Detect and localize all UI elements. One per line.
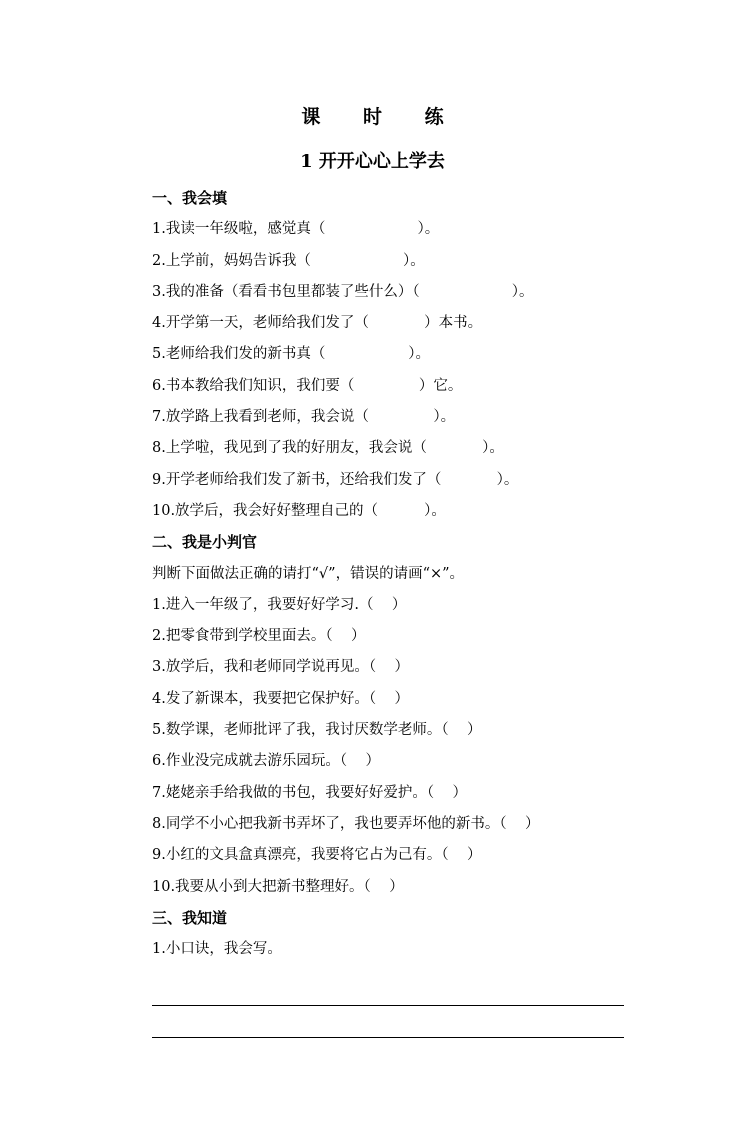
writing-line-2[interactable] <box>152 1006 624 1039</box>
lesson-title: 1 开开心心上学去 <box>300 151 445 172</box>
fill-question-8: 8.上学啦，我见到了我的好朋友，我会说（ ）。 <box>152 440 504 457</box>
judge-question-3: 3.放学后，我和老师同学说再见。（ ） <box>152 659 410 676</box>
fill-question-1: 1.我读一年级啦，感觉真（ ）。 <box>152 221 440 238</box>
judge-question-2: 2.把零食带到学校里面去。（ ） <box>152 628 366 645</box>
worksheet-content <box>152 183 632 1038</box>
section-heading-judge: 二、我是小判官 <box>152 533 258 552</box>
fill-question-5: 5.老师给我们发的新书真（ ）。 <box>152 346 431 363</box>
fill-question-10: 10.放学后，我会好好整理自己的（ ）。 <box>152 502 446 519</box>
judge-question-4: 4.发了新课本，我要把它保护好。（ ） <box>152 690 410 707</box>
judge-question-5: 5.数学课，老师批评了我，我讨厌数学老师。（ ） <box>152 722 482 739</box>
judge-question-10: 10.我要从小到大把新书整理好。（ ） <box>152 878 404 895</box>
page-title: 课 时 练 <box>301 106 462 128</box>
fill-question-7: 7.放学路上我看到老师，我会说（ ）。 <box>152 409 456 426</box>
fill-question-6: 6.书本教给我们知识，我们要（ ）它。 <box>152 377 463 394</box>
fill-question-3: 3.我的准备（看看书包里都装了些什么）（ ）。 <box>152 283 534 300</box>
section-heading-fill: 一、我会填 <box>152 189 228 207</box>
fill-question-4: 4.开学第一天，老师给我们发了（ ）本书。 <box>152 315 483 332</box>
judge-question-6: 6.作业没完成就去游乐园玩。（ ） <box>152 753 381 770</box>
know-question-1: 1.小口诀，我会写。 <box>152 941 282 958</box>
section-heading-know: 三、我知道 <box>152 908 228 927</box>
judge-question-9: 9.小红的文具盒真漂亮，我要将它占为己有。（ ） <box>152 847 482 864</box>
writing-area[interactable] <box>152 973 632 1038</box>
judge-question-1: 1.进入一年级了，我要好好学习.（ ） <box>152 596 407 613</box>
fill-question-2: 2.上学前，妈妈告诉我（ ）。 <box>152 252 425 269</box>
judge-instruction: 判断下面做法正确的请打“√”，错误的请画“×”。 <box>152 565 465 582</box>
fill-question-9: 9.开学老师给我们发了新书，还给我们发了（ ）。 <box>152 471 519 488</box>
judge-question-8: 8.同学不小心把我新书弄坏了，我也要弄坏他的新书。（ ） <box>152 815 540 832</box>
judge-question-7: 7.姥姥亲手给我做的书包，我要好好爱护。（ ） <box>152 784 468 801</box>
writing-line-1[interactable] <box>152 973 624 1006</box>
